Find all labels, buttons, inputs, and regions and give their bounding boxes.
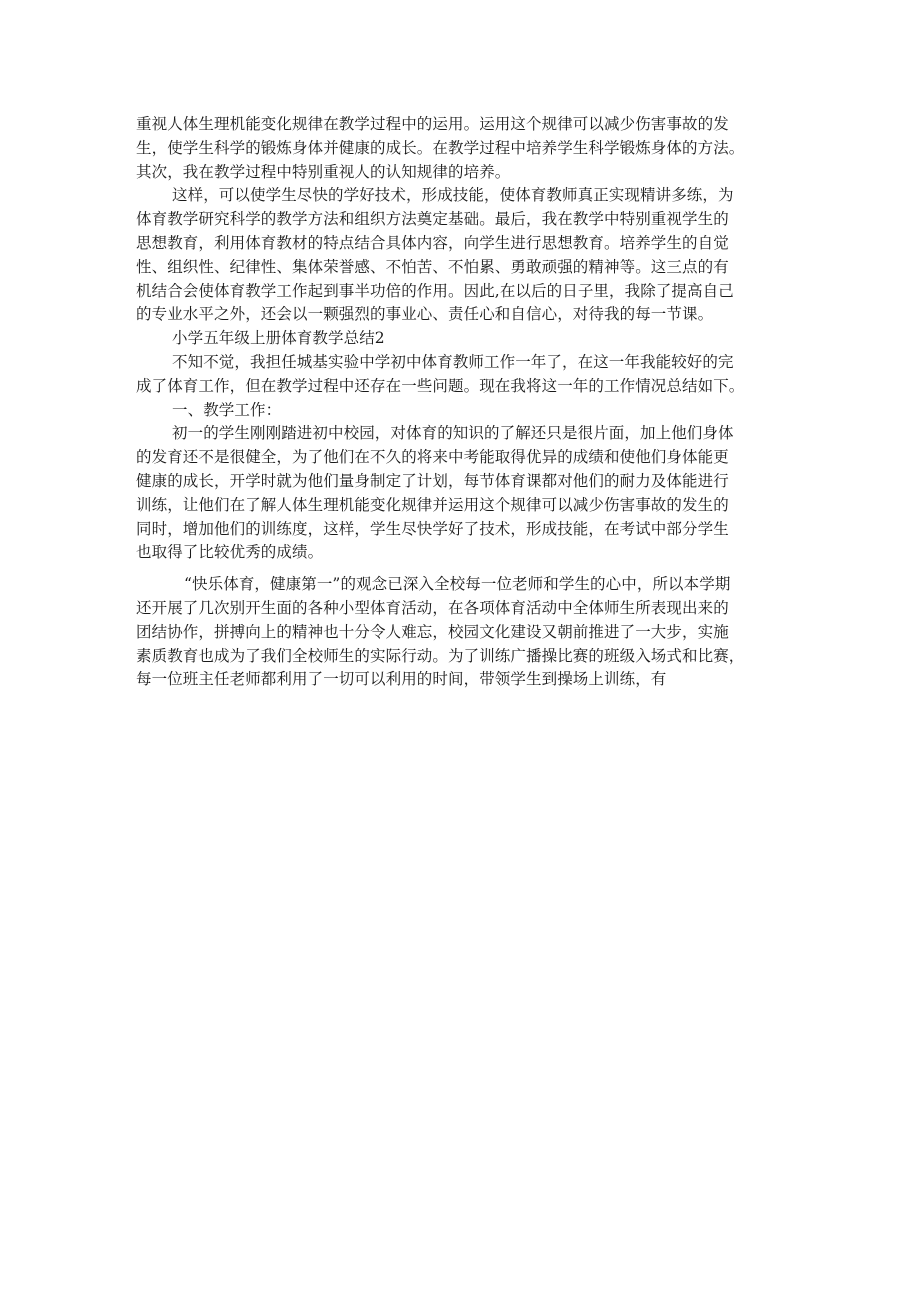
text-line: 初一的学生刚刚踏进初中校园，对体育的知识的了解还只是很片面，加上他们身体: [172, 424, 734, 443]
text-line: 成了体育工作，但在教学过程中还存在一些问题。现在我将这一年的工作情况总结如下。: [136, 376, 745, 395]
text-line: 体育教学研究科学的教学方法和组织方法奠定基础。最后，我在教学中特别重视学生的: [136, 210, 729, 229]
text-line: 健康的成长，开学时就为他们量身制定了计划，每节体育课都对他们的耐力及体能进行: [136, 471, 729, 490]
text-line: 重视人体生理机能变化规律在教学过程中的运用。运用这个规律可以减少伤害事故的发: [136, 115, 729, 133]
text-line: 的发育还不是很健全，为了他们在不久的将来中考能取得优异的成绩和使他们身体能更: [136, 448, 729, 467]
text-line: 素质教育也成为了我们全校师生的实际行动。为了训练广播操比赛的班级入场式和比赛，: [136, 646, 745, 665]
text-line: 不知不觉，我担任城基实验中学初中体育教师工作一年了，在这一年我能较好的完: [172, 352, 734, 371]
text-line: 这样，可以使学生尽快的学好技术，形成技能，使体育教师真正实现精讲多练，为: [172, 186, 734, 205]
text-line: 思想教育，利用体育教材的特点结合具体内容，向学生进行思想教育。培养学生的自觉: [136, 233, 729, 252]
text-line: 其次，我在教学过程中特别重视人的认知规律的培养。: [136, 162, 511, 181]
text-line: 团结协作，拼搏向上的精神也十分令人难忘，校园文化建设又朝前推进了一大步，实施: [136, 622, 729, 641]
text-line: 机结合会使体育教学工作起到事半功倍的作用。因此,在以后的日子里，我除了提高自己: [136, 281, 734, 300]
text-line: 的专业水平之外，还会以一颗强烈的事业心、责任心和自信心，对待我的每一节课。: [136, 305, 714, 324]
text-line: 性、组织性、纪律性、集体荣誉感、不怕苦、不怕累、勇敢顽强的精神等。这三点的有: [136, 257, 729, 276]
text-line: 还开展了几次别开生面的各种小型体育活动，在各项体育活动中全体师生所表现出来的: [136, 598, 729, 617]
text-line: “快乐体育，健康第一”的观念已深入全校每一位老师和学生的心中，所以本学期: [184, 575, 731, 594]
section-heading: 小学五年级上册体育教学总结2: [172, 329, 385, 348]
text-line: 也取得了比较优秀的成绩。: [136, 543, 324, 562]
text-line: 同时，增加他们的训练度，这样，学生尽快学好了技术，形成技能，在考试中部分学生: [136, 519, 729, 538]
document-body: [136, 113, 802, 692]
text-line: 每一位班主任老师都利用了一切可以利用的时间，带领学生到操场上训练，有: [136, 670, 667, 689]
paragraph-spacer: [136, 565, 802, 573]
text-line: 生，使学生科学的锻炼身体并健康的成长。在教学过程中培养学生科学锻炼身体的方法。: [136, 138, 745, 157]
subsection-heading: 一、教学工作：: [172, 400, 282, 419]
text-line: 训练，让他们在了解人体生理机能变化规律并运用这个规律可以减少伤害事故的发生的: [136, 495, 729, 514]
